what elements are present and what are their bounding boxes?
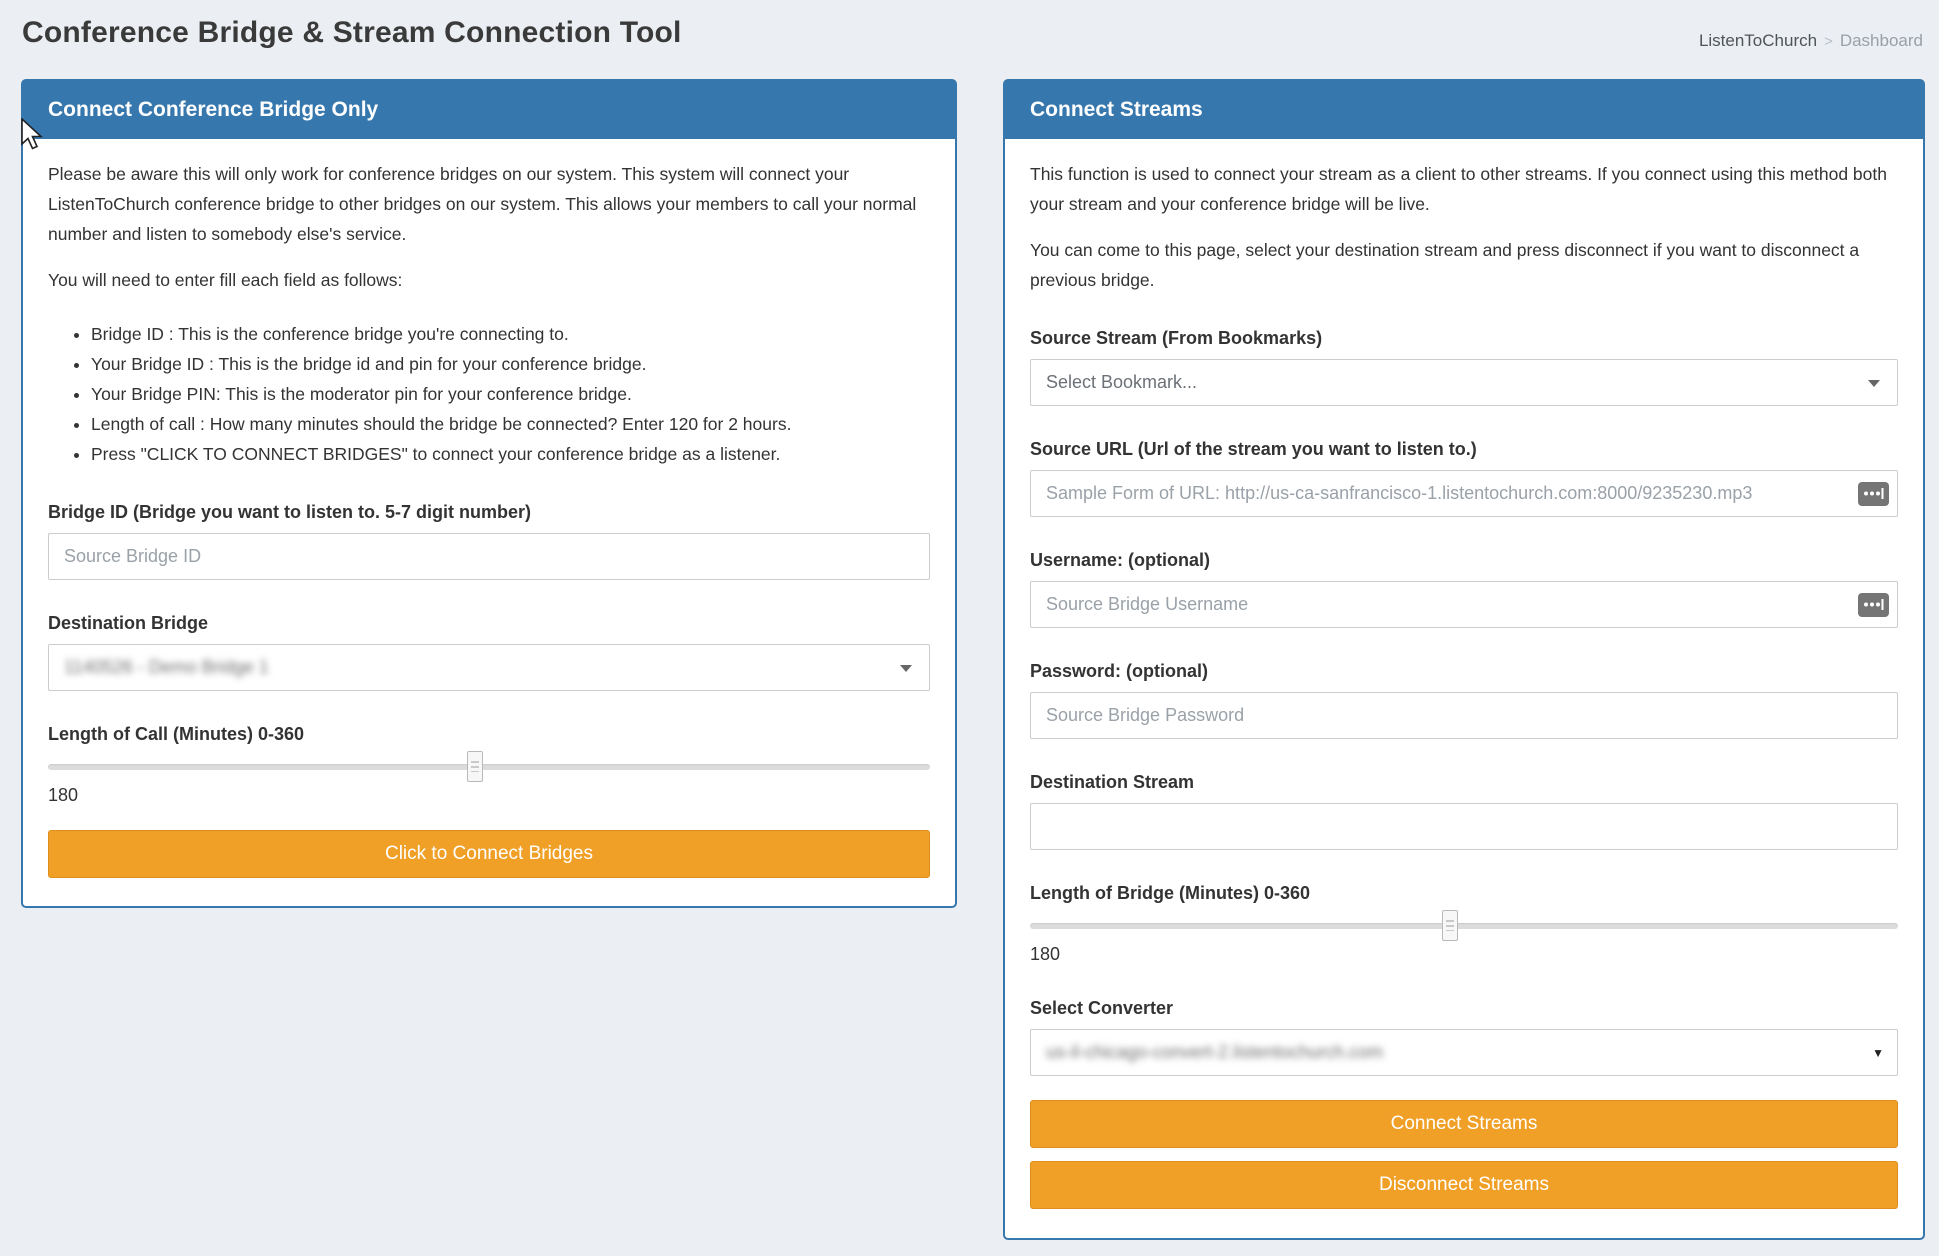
source-stream-selected-value: Select Bookmark... xyxy=(1046,372,1198,392)
source-url-input[interactable] xyxy=(1030,470,1898,517)
destination-stream-label: Destination Stream xyxy=(1030,772,1195,792)
bridge-intro-paragraph: Please be aware this will only work for conference bridges on our system. This system will connect your ListenToChurch conference bridge to other bridges on our system. This allows your members to call your normal number and listen to somebody else's service. xyxy=(48,164,917,244)
source-stream-select[interactable] xyxy=(1030,359,1898,406)
password-label: Password: (optional) xyxy=(1030,661,1209,681)
list-item: • Your Bridge PIN: This is the moderator pin for your conference bridge. xyxy=(91,379,930,409)
length-of-call-label: Length of Call (Minutes) 0-360 xyxy=(48,724,305,744)
destination-stream-input[interactable] xyxy=(1030,803,1898,850)
bridge-panel-header: Connect Conference Bridge Only xyxy=(23,81,955,139)
list-item: • Bridge ID : This is the conference bridge you're connecting to. xyxy=(91,319,930,349)
length-of-bridge-value: 180 xyxy=(1030,944,1061,964)
length-of-bridge-slider[interactable] xyxy=(1030,923,1898,929)
slider-handle[interactable] xyxy=(467,751,483,782)
username-label: Username: (optional) xyxy=(1030,550,1211,570)
streams-panel-body xyxy=(1005,139,1923,1234)
destination-bridge-selected-value: 1140526 - Demo Bridge 1 xyxy=(64,657,269,677)
select-converter-select[interactable] xyxy=(1030,1029,1898,1076)
connect-bridges-button[interactable]: Click to Connect Bridges xyxy=(48,830,930,878)
select-converter-label: Select Converter xyxy=(1030,998,1174,1018)
length-of-call-slider[interactable] xyxy=(48,764,930,770)
breadcrumb-app-link[interactable]: ListenToChurch xyxy=(1698,31,1818,50)
password-input[interactable] xyxy=(1030,692,1898,739)
autofill-icon[interactable] xyxy=(1858,482,1889,506)
length-of-bridge-label: Length of Bridge (Minutes) 0-360 xyxy=(1030,883,1311,903)
bridge-id-label: Bridge ID (Bridge you want to listen to. 5-7 digit number) xyxy=(48,502,532,522)
connect-streams-button[interactable]: Connect Streams xyxy=(1030,1100,1898,1148)
destination-bridge-label: Destination Bridge xyxy=(48,613,209,633)
list-item: • Your Bridge ID : This is the bridge id and pin for your conference bridge. xyxy=(91,349,930,379)
page-title: Conference Bridge & Stream Connection Tool xyxy=(22,16,682,49)
list-item: • Length of call : How many minutes should the bridge be connected? Enter 120 for 2 hours. xyxy=(91,409,930,439)
streams-panel xyxy=(1003,79,1925,1240)
destination-bridge-select[interactable] xyxy=(48,644,930,691)
bridge-panel xyxy=(21,79,957,908)
source-stream-label: Source Stream (From Bookmarks) xyxy=(1030,328,1323,348)
streams-panel-header: Connect Streams xyxy=(1005,81,1923,139)
disconnect-streams-button[interactable]: Disconnect Streams xyxy=(1030,1161,1898,1209)
breadcrumb-separator: > xyxy=(1824,33,1833,50)
chevron-down-icon xyxy=(1868,380,1880,387)
streams-intro-paragraph-1: This function is used to connect your stream as a client to other streams. If you connect using this method both your stream and your conference bridge will be live. xyxy=(1030,164,1887,214)
username-input[interactable] xyxy=(1030,581,1898,628)
autofill-icon[interactable] xyxy=(1858,593,1889,617)
streams-intro-paragraph-2: You can come to this page, select your destination stream and press disconnect if you want to disconnect a previous bridge. xyxy=(1030,240,1860,290)
bridge-instruction-list xyxy=(48,319,930,469)
list-item: • Press "CLICK TO CONNECT BRIDGES" to connect your conference bridge as a listener. xyxy=(91,439,930,469)
chevron-down-icon xyxy=(900,665,912,672)
bridge-instructions-intro: You will need to enter fill each field as follows: xyxy=(48,270,403,290)
bridge-id-input[interactable] xyxy=(48,533,930,580)
slider-handle[interactable] xyxy=(1442,910,1458,941)
select-arrow-icon: ▼ xyxy=(1872,1045,1884,1060)
breadcrumb xyxy=(1699,31,1923,51)
breadcrumb-current: Dashboard xyxy=(1839,31,1923,50)
bridge-panel-body xyxy=(23,139,955,903)
select-converter-selected-value: us-il-chicago-convert-2.listentochurch.com xyxy=(1046,1042,1384,1062)
source-url-label: Source URL (Url of the stream you want to listen to.) xyxy=(1030,439,1477,459)
length-of-call-value: 180 xyxy=(48,785,79,805)
